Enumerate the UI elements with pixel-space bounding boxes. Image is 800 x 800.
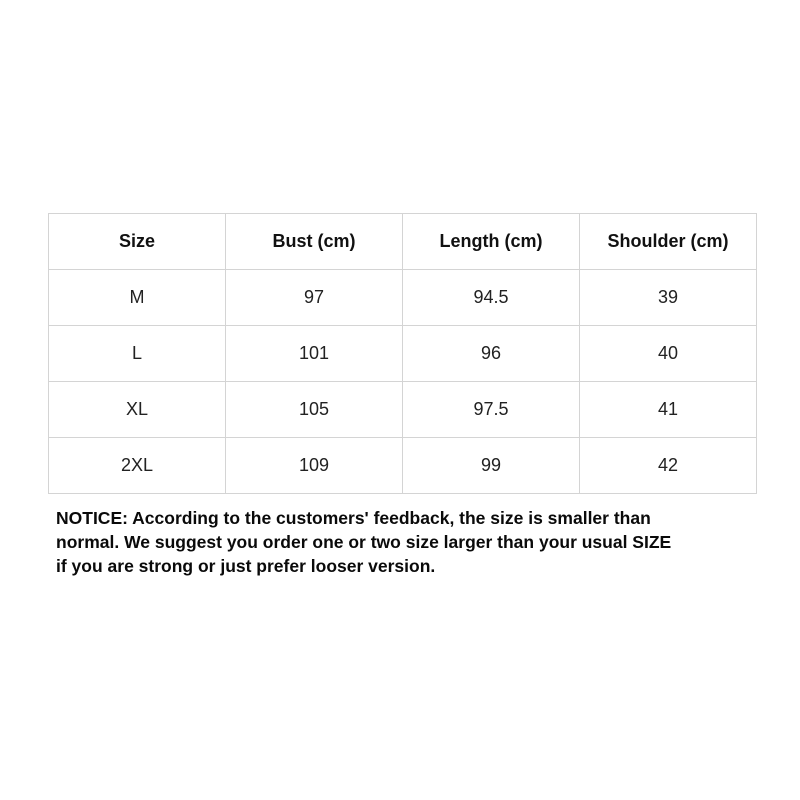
cell-shoulder: 39	[580, 270, 757, 326]
notice-line-2: normal. We suggest you order one or two size larger than your usual SIZE	[56, 532, 672, 552]
header-shoulder: Shoulder (cm)	[580, 214, 757, 270]
cell-shoulder: 41	[580, 382, 757, 438]
cell-length: 99	[403, 438, 580, 494]
cell-shoulder: 42	[580, 438, 757, 494]
cell-bust: 109	[226, 438, 403, 494]
cell-length: 97.5	[403, 382, 580, 438]
cell-shoulder: 40	[580, 326, 757, 382]
cell-length: 96	[403, 326, 580, 382]
size-chart-table	[48, 213, 757, 494]
table-header-row	[49, 214, 757, 270]
cell-size: XL	[49, 382, 226, 438]
cell-size: L	[49, 326, 226, 382]
table-row	[49, 326, 757, 382]
header-size: Size	[49, 214, 226, 270]
table-row	[49, 438, 757, 494]
cell-bust: 97	[226, 270, 403, 326]
table-row	[49, 382, 757, 438]
cell-length: 94.5	[403, 270, 580, 326]
notice-line-1: NOTICE: According to the customers' feedback, the size is smaller than	[56, 508, 651, 528]
cell-size: 2XL	[49, 438, 226, 494]
table-row	[49, 270, 757, 326]
size-notice	[56, 506, 756, 578]
cell-bust: 101	[226, 326, 403, 382]
cell-size: M	[49, 270, 226, 326]
header-bust: Bust (cm)	[226, 214, 403, 270]
cell-bust: 105	[226, 382, 403, 438]
notice-line-3: if you are strong or just prefer looser version.	[56, 556, 436, 576]
header-length: Length (cm)	[403, 214, 580, 270]
